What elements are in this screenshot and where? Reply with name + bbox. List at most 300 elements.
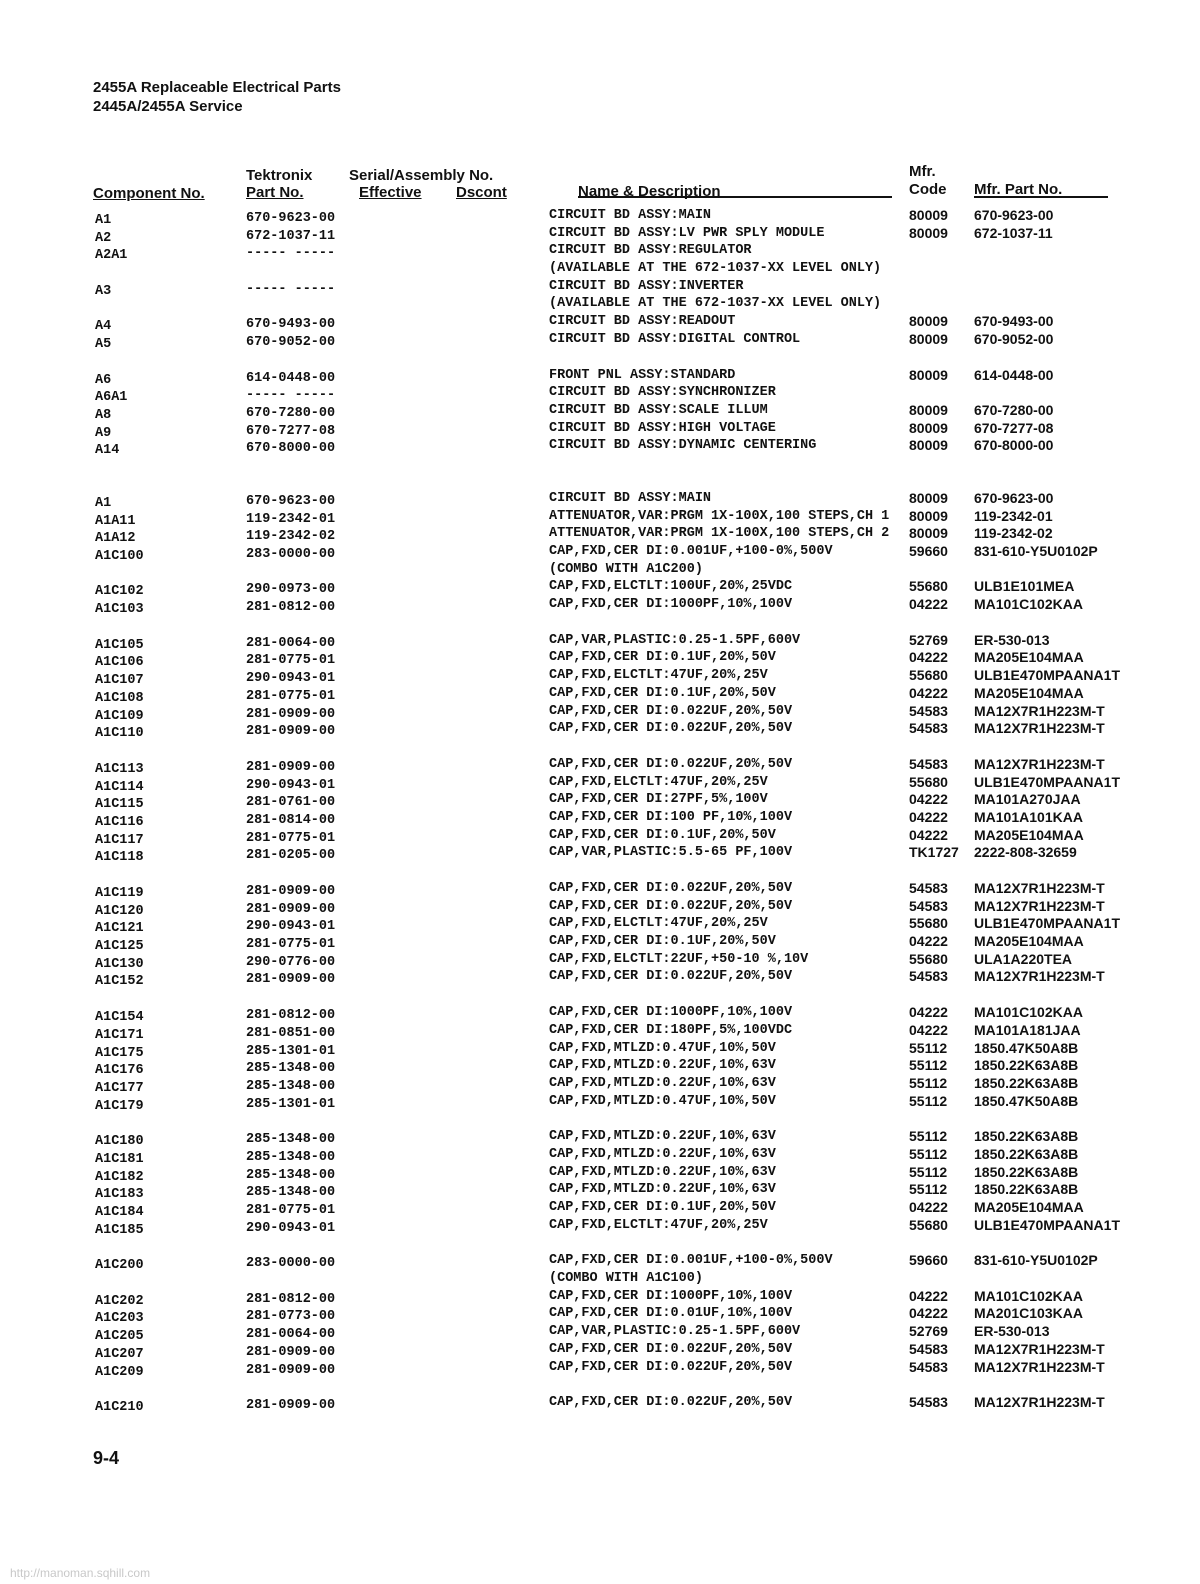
component-no: A1 — [95, 213, 112, 228]
description: CAP,FXD,CER DI:0.1UF,20%,50V — [549, 934, 776, 950]
tektronix-part-no: 290-0973-00 — [246, 582, 336, 598]
table-row — [0, 826, 1200, 848]
component-no: A1C183 — [95, 1187, 144, 1203]
table-row — [0, 489, 1200, 511]
col-tektronix: Tektronix — [246, 167, 313, 184]
description: CAP,FXD,CER DI:0.022UF,20%,50V — [549, 1359, 793, 1375]
component-no: A1C207 — [95, 1346, 144, 1362]
document-subtitle: 2445A/2455A Service — [93, 98, 243, 115]
description: ATTENUATOR,VAR:PRGM 1X-100X,100 STEPS,CH 2 — [549, 526, 890, 542]
tektronix-part-no: 281-0909-00 — [246, 884, 336, 899]
description: CAP,FXD,MTLZD:0.22UF,10%,63V — [549, 1146, 776, 1162]
mfr-part-no: 672-1037-11 — [974, 224, 1053, 241]
tektronix-part-no: 670-8000-00 — [246, 441, 336, 457]
description: CAP,FXD,ELCTLT:47UF,20%,25V — [549, 774, 768, 790]
component-no: A1C202 — [95, 1293, 144, 1309]
table-row — [0, 649, 1200, 671]
component-no: A1C106 — [95, 655, 144, 671]
table-row — [0, 684, 1200, 706]
table-row — [0, 1270, 1200, 1288]
col-serial-assembly: Serial/Assembly No. — [349, 167, 494, 184]
table-row — [0, 968, 1200, 990]
description: CIRCUIT BD ASSY:HIGH VOLTAGE — [549, 420, 776, 436]
mfr-part-no: 670-9623-00 — [974, 207, 1054, 223]
description: CAP,FXD,MTLZD:0.22UF,10%,63V — [549, 1164, 776, 1180]
component-no: A1C200 — [95, 1258, 144, 1274]
table-row — [0, 844, 1200, 866]
mfr-code: 04222 — [909, 808, 948, 825]
description: CIRCUIT BD ASSY:INVERTER — [549, 278, 744, 294]
mfr-code: 52769 — [909, 1323, 948, 1340]
table-row — [0, 224, 1200, 246]
component-no: A3 — [95, 283, 112, 299]
table-row — [0, 596, 1200, 618]
tektronix-part-no: 281-0851-00 — [246, 1025, 336, 1041]
mfr-code: 59660 — [909, 1252, 948, 1269]
mfr-part-no: MA12X7R1H223M-T — [974, 1340, 1105, 1357]
table-row — [0, 950, 1200, 972]
description: CAP,FXD,CER DI:0.022UF,20%,50V — [549, 703, 793, 719]
description: CAP,FXD,CER DI:0.1UF,20%,50V — [549, 685, 776, 701]
description: FRONT PNL ASSY:STANDARD — [549, 367, 736, 383]
description: CAP,FXD,CER DI:27PF,5%,100V — [549, 792, 768, 808]
table-row — [0, 401, 1200, 423]
component-no: A1C130 — [95, 956, 144, 972]
table-row — [0, 525, 1200, 547]
description: CAP,FXD,CER DI:1000PF,10%,100V — [549, 1005, 793, 1021]
mfr-part-no: 1850.22K63A8B — [974, 1057, 1079, 1074]
description: CAP,FXD,CER DI:0.001UF,+100-0%,500V — [549, 544, 833, 559]
tektronix-part-no: 285-1348-00 — [246, 1132, 336, 1148]
table-row — [0, 507, 1200, 529]
description: CAP,FXD,CER DI:0.01UF,10%,100V — [549, 1306, 793, 1322]
mfr-code: 55680 — [909, 915, 948, 932]
tektronix-part-no: 285-1301-01 — [246, 1096, 336, 1112]
tektronix-part-no: 119-2342-02 — [246, 529, 336, 545]
tektronix-part-no: 285-1348-00 — [246, 1078, 336, 1094]
table-row — [0, 1340, 1200, 1362]
component-no: A1C177 — [95, 1080, 144, 1096]
component-no: A1C116 — [95, 814, 144, 830]
mfr-code: 55112 — [909, 1181, 948, 1198]
component-no: A1C154 — [95, 1010, 144, 1026]
description: CIRCUIT BD ASSY:MAIN — [549, 208, 712, 223]
description: CIRCUIT BD ASSY:LV PWR SPLY MODULE — [549, 225, 825, 241]
table-row — [0, 330, 1200, 352]
col-part-no: Part No. — [246, 184, 304, 201]
col-dscont: Dscont — [456, 184, 507, 201]
mfr-part-no: 1850.22K63A8B — [974, 1145, 1079, 1162]
description: CAP,FXD,CER DI:100 PF,10%,100V — [549, 809, 793, 825]
table-row — [0, 1039, 1200, 1061]
component-no: A1C114 — [95, 779, 144, 795]
mfr-part-no: ULB1E470MPAANA1T — [974, 773, 1120, 790]
tektronix-part-no: 281-0909-00 — [246, 706, 336, 722]
component-no: A1C102 — [95, 584, 144, 600]
table-row — [0, 897, 1200, 919]
component-no: A1C103 — [95, 602, 144, 618]
table-row — [0, 1394, 1200, 1416]
mfr-part-no: MA101C102KAA — [974, 596, 1083, 613]
mfr-code: 55112 — [909, 1092, 948, 1109]
mfr-part-no: 1850.22K63A8B — [974, 1181, 1079, 1198]
mfr-code: 04222 — [909, 933, 948, 950]
mfr-code: 04222 — [909, 649, 948, 666]
mfr-code: 04222 — [909, 826, 948, 843]
description: CAP,FXD,CER DI:0.022UF,20%,50V — [549, 1341, 793, 1357]
mfr-part-no: MA12X7R1H223M-T — [974, 1358, 1105, 1375]
description: CAP,FXD,CER DI:0.022UF,20%,50V — [549, 881, 793, 896]
mfr-part-no: ER-530-013 — [974, 631, 1050, 648]
mfr-part-no: MA101A101KAA — [974, 808, 1083, 825]
description: CAP,FXD,ELCTLT:47UF,20%,25V — [549, 668, 768, 684]
mfr-code: 54583 — [909, 880, 948, 896]
tektronix-part-no: 670-9493-00 — [246, 317, 336, 333]
table-row — [0, 1287, 1200, 1309]
col-effective: Effective — [359, 184, 422, 201]
table-row — [0, 667, 1200, 689]
component-no: A1 — [95, 495, 112, 511]
mfr-part-no: 670-7280-00 — [974, 401, 1054, 418]
page-number: 9-4 — [93, 1448, 120, 1468]
description: CAP,VAR,PLASTIC:0.25-1.5PF,600V — [549, 1324, 801, 1340]
mfr-code: 52769 — [909, 631, 948, 648]
tektronix-part-no: 283-0000-00 — [246, 1256, 336, 1272]
component-no: A1C185 — [95, 1222, 144, 1238]
description: CIRCUIT BD ASSY:SYNCHRONIZER — [549, 385, 776, 401]
tektronix-part-no: 285-1348-00 — [246, 1149, 336, 1165]
mfr-part-no: 1850.22K63A8B — [974, 1128, 1079, 1145]
description: CAP,FXD,MTLZD:0.22UF,10%,63V — [549, 1182, 776, 1198]
table-row — [0, 278, 1200, 299]
description: CAP,FXD,MTLZD:0.47UF,10%,50V — [549, 1093, 776, 1109]
mfr-part-column-rule — [974, 196, 1108, 198]
table-row — [0, 1358, 1200, 1380]
mfr-part-no: 119-2342-01 — [974, 507, 1053, 524]
mfr-code: 04222 — [909, 596, 948, 613]
tektronix-part-no: 281-0812-00 — [246, 600, 336, 616]
table-row — [0, 702, 1200, 724]
tektronix-part-no: ----- ----- — [246, 246, 336, 262]
tektronix-part-no: 281-0064-00 — [246, 1327, 336, 1343]
description: CAP,FXD,CER DI:1000PF,10%,100V — [549, 597, 793, 613]
tektronix-part-no: 281-0775-01 — [246, 688, 336, 704]
mfr-code: 55680 — [909, 667, 948, 684]
table-row — [0, 1092, 1200, 1114]
table-row — [0, 561, 1200, 579]
mfr-code: 80009 — [909, 419, 948, 436]
table-row — [0, 1004, 1200, 1026]
component-no: A1C152 — [95, 974, 144, 990]
description: CIRCUIT BD ASSY:MAIN — [549, 490, 712, 506]
tektronix-part-no: 614-0448-00 — [246, 370, 336, 386]
component-no: A1C203 — [95, 1311, 144, 1327]
component-no: A1C205 — [95, 1329, 144, 1345]
component-no: A1C118 — [95, 850, 144, 866]
mfr-code: 54583 — [909, 968, 948, 985]
mfr-code: 04222 — [909, 684, 948, 701]
component-no: A1C100 — [95, 549, 144, 564]
description: CIRCUIT BD ASSY:READOUT — [549, 314, 736, 330]
description: (AVAILABLE AT THE 672-1037-XX LEVEL ONLY) — [549, 261, 882, 277]
tektronix-part-no: 290-0943-01 — [246, 777, 336, 793]
tektronix-part-no: 281-0775-01 — [246, 830, 336, 846]
mfr-part-no: 831-610-Y5U0102P — [974, 1252, 1098, 1269]
description: CAP,FXD,CER DI:0.1UF,20%,50V — [549, 1200, 776, 1215]
component-no: A14 — [95, 443, 120, 459]
component-no: A1C176 — [95, 1063, 144, 1079]
mfr-part-no: 1850.22K63A8B — [974, 1074, 1079, 1091]
component-no: A1C184 — [95, 1205, 144, 1220]
mfr-part-no: MA12X7R1H223M-T — [974, 897, 1105, 914]
watermark: http://manoman.sqhill.com — [10, 1566, 151, 1580]
tektronix-part-no: 281-0812-00 — [246, 1008, 336, 1024]
tektronix-part-no: 281-0773-00 — [246, 1309, 336, 1325]
component-no: A1C182 — [95, 1169, 144, 1185]
table-row — [0, 260, 1200, 278]
component-no: A4 — [95, 319, 112, 335]
table-row — [0, 437, 1200, 459]
component-no: A9 — [95, 425, 112, 441]
mfr-code: 55680 — [909, 1216, 948, 1233]
mfr-code: TK1727 — [909, 844, 959, 861]
description: CAP,FXD,MTLZD:0.47UF,10%,50V — [549, 1040, 776, 1056]
description: CAP,VAR,PLASTIC:5.5-65 PF,100V — [549, 845, 793, 861]
table-row — [0, 419, 1200, 441]
tektronix-part-no: 281-0761-00 — [246, 795, 336, 811]
description: CAP,FXD,CER DI:0.1UF,20%,50V — [549, 827, 776, 843]
tektronix-part-no: 285-1348-00 — [246, 1061, 336, 1077]
mfr-part-no: 670-9493-00 — [974, 313, 1054, 330]
component-no: A1C209 — [95, 1364, 144, 1380]
mfr-code: 04222 — [909, 1021, 948, 1038]
component-no: A1C105 — [95, 637, 144, 653]
mfr-code: 04222 — [909, 1004, 948, 1021]
tektronix-part-no: 670-9623-00 — [246, 493, 336, 509]
mfr-code: 80009 — [909, 207, 948, 223]
component-no: A1C179 — [95, 1098, 144, 1114]
component-no: A1C113 — [95, 761, 144, 777]
tektronix-part-no: 281-0909-00 — [246, 1362, 336, 1378]
description: CAP,FXD,ELCTLT:47UF,20%,25V — [549, 916, 768, 932]
component-no: A1A12 — [95, 531, 136, 547]
mfr-part-no: ULB1E470MPAANA1T — [974, 915, 1120, 932]
description: CAP,FXD,CER DI:0.022UF,20%,50V — [549, 898, 793, 914]
mfr-part-no: ULB1E101MEA — [974, 578, 1075, 595]
description: CAP,FXD,CER DI:0.022UF,20%,50V — [549, 756, 793, 772]
mfr-code: 80009 — [909, 330, 948, 347]
tektronix-part-no: 285-1301-01 — [246, 1043, 336, 1059]
mfr-part-no: 1850.47K50A8B — [974, 1039, 1079, 1056]
component-no: A1C115 — [95, 797, 144, 813]
component-no: A1A11 — [95, 513, 136, 529]
component-no: A1C119 — [95, 886, 144, 901]
mfr-code: 55680 — [909, 950, 948, 967]
component-no: A1C210 — [95, 1400, 144, 1416]
table-row — [0, 384, 1200, 406]
mfr-part-no: MA205E104MAA — [974, 933, 1084, 950]
mfr-code: 54583 — [909, 1340, 948, 1357]
table-row — [0, 880, 1200, 901]
component-no: A1C121 — [95, 921, 144, 937]
table-row — [0, 1181, 1200, 1203]
description: CAP,FXD,ELCTLT:47UF,20%,25V — [549, 1217, 768, 1233]
mfr-part-no: 670-9052-00 — [974, 330, 1054, 347]
document-title: 2455A Replaceable Electrical Parts — [93, 79, 341, 96]
mfr-code: 55680 — [909, 773, 948, 790]
table-row — [0, 366, 1200, 388]
mfr-code: 80009 — [909, 224, 948, 241]
tektronix-part-no: 670-7280-00 — [246, 405, 336, 421]
mfr-part-no: ULB1E470MPAANA1T — [974, 1216, 1120, 1233]
tektronix-part-no: 281-0775-01 — [246, 653, 336, 669]
tektronix-part-no: 670-7277-08 — [246, 423, 336, 439]
mfr-part-no: ULB1E470MPAANA1T — [974, 667, 1120, 684]
table-row — [0, 1305, 1200, 1327]
tektronix-part-no: 672-1037-11 — [246, 228, 336, 244]
tektronix-part-no: 290-0943-01 — [246, 919, 336, 935]
component-no: A1C109 — [95, 708, 144, 724]
description: CAP,FXD,CER DI:0.001UF,+100-0%,500V — [549, 1253, 833, 1269]
tektronix-part-no: 290-0943-01 — [246, 1220, 336, 1236]
description: (AVAILABLE AT THE 672-1037-XX LEVEL ONLY) — [549, 296, 882, 312]
table-row — [0, 578, 1200, 600]
mfr-code: 54583 — [909, 755, 948, 772]
description: CAP,FXD,MTLZD:0.22UF,10%,63V — [549, 1129, 776, 1145]
table-row — [0, 1216, 1200, 1238]
table-row — [0, 207, 1200, 228]
mfr-part-no: MA12X7R1H223M-T — [974, 702, 1105, 719]
mfr-code: 55112 — [909, 1145, 948, 1162]
description: CAP,FXD,CER DI:0.1UF,20%,50V — [549, 650, 776, 666]
col-name-description: Name & Description — [578, 183, 721, 200]
description: CAP,FXD,CER DI:0.022UF,20%,50V — [549, 1395, 793, 1411]
table-row — [0, 808, 1200, 830]
component-no: A2A1 — [95, 248, 128, 264]
component-no: A1C117 — [95, 832, 144, 848]
mfr-code: 80009 — [909, 313, 948, 330]
table-row — [0, 1252, 1200, 1274]
description: CAP,FXD,ELCTLT:100UF,20%,25VDC — [549, 579, 793, 595]
component-no: A1C181 — [95, 1151, 144, 1167]
table-row — [0, 1199, 1200, 1220]
component-no: A5 — [95, 336, 112, 352]
col-component-no: Component No. — [93, 185, 205, 202]
table-row — [0, 1163, 1200, 1185]
mfr-part-no: 119-2342-02 — [974, 525, 1053, 542]
component-no: A1C108 — [95, 690, 144, 706]
component-no: A8 — [95, 407, 112, 423]
table-row — [0, 720, 1200, 742]
table-row — [0, 313, 1200, 335]
mfr-part-no: 670-7277-08 — [974, 419, 1054, 436]
mfr-part-no: MA201C103KAA — [974, 1305, 1083, 1322]
component-no: A6A1 — [95, 390, 128, 406]
description: (COMBO WITH A1C100) — [549, 1271, 703, 1287]
description: (COMBO WITH A1C200) — [549, 561, 703, 577]
table-row — [0, 1021, 1200, 1043]
description: CAP,FXD,CER DI:0.022UF,20%,50V — [549, 969, 793, 985]
mfr-code: 55112 — [909, 1039, 948, 1056]
mfr-part-no: MA205E104MAA — [974, 649, 1084, 666]
mfr-code: 55112 — [909, 1057, 948, 1074]
component-no: A2 — [95, 230, 112, 246]
mfr-part-no: 614-0448-00 — [974, 366, 1054, 383]
description: CAP,FXD,CER DI:180PF,5%,100VDC — [549, 1022, 793, 1038]
mfr-part-no: 670-8000-00 — [974, 437, 1054, 454]
parts-table — [0, 207, 1200, 1416]
component-no: A1C107 — [95, 673, 144, 689]
mfr-part-no: 670-9623-00 — [974, 489, 1054, 506]
tektronix-part-no: ----- ----- — [246, 388, 336, 404]
tektronix-part-no: 281-0909-00 — [246, 724, 336, 740]
description: CIRCUIT BD ASSY:DIGITAL CONTROL — [549, 331, 801, 347]
table-row — [0, 543, 1200, 564]
mfr-part-no: MA12X7R1H223M-T — [974, 1394, 1105, 1411]
description: CAP,FXD,MTLZD:0.22UF,10%,63V — [549, 1075, 776, 1091]
mfr-part-no: MA12X7R1H223M-T — [974, 720, 1105, 737]
col-mfr-part-no: Mfr. Part No. — [974, 181, 1063, 198]
table-row — [0, 933, 1200, 955]
table-row — [0, 1323, 1200, 1345]
tektronix-part-no: 285-1348-00 — [246, 1167, 336, 1183]
description: CAP,FXD,ELCTLT:22UF,+50-10 %,10V — [549, 951, 809, 967]
tektronix-part-no: 281-0909-00 — [246, 1398, 336, 1414]
component-no: A6 — [95, 372, 112, 388]
mfr-code: 54583 — [909, 1358, 948, 1375]
mfr-part-no: MA12X7R1H223M-T — [974, 968, 1105, 985]
table-row — [0, 1145, 1200, 1167]
mfr-code: 80009 — [909, 525, 948, 542]
tektronix-part-no: 281-0909-00 — [246, 759, 336, 775]
tektronix-part-no: 285-1348-00 — [246, 1185, 336, 1201]
tektronix-part-no: 281-0812-00 — [246, 1291, 336, 1307]
mfr-part-no: 1850.47K50A8B — [974, 1092, 1079, 1109]
mfr-part-no: 831-610-Y5U0102P — [974, 543, 1098, 559]
col-mfr: Mfr. — [909, 163, 936, 180]
tektronix-part-no: 281-0909-00 — [246, 901, 336, 917]
mfr-part-no: MA101A181JAA — [974, 1021, 1081, 1038]
tektronix-part-no: ----- ----- — [246, 281, 336, 297]
component-no: A1C175 — [95, 1045, 144, 1061]
tektronix-part-no: 281-0909-00 — [246, 972, 336, 988]
tektronix-part-no: 281-0064-00 — [246, 635, 336, 651]
tektronix-part-no: 281-0775-01 — [246, 937, 336, 953]
table-row — [0, 1074, 1200, 1096]
tektronix-part-no: 290-0776-00 — [246, 954, 336, 970]
table-row — [0, 791, 1200, 813]
table-row — [0, 755, 1200, 777]
table-row — [0, 1128, 1200, 1150]
mfr-part-no: MA205E104MAA — [974, 684, 1084, 701]
description: CAP,VAR,PLASTIC:0.25-1.5PF,600V — [549, 632, 801, 648]
tektronix-part-no: 281-0205-00 — [246, 848, 336, 864]
mfr-code: 54583 — [909, 702, 948, 719]
mfr-code: 55112 — [909, 1163, 948, 1180]
mfr-code: 80009 — [909, 489, 948, 506]
mfr-part-no: MA101C102KAA — [974, 1004, 1083, 1021]
col-code: Code — [909, 181, 947, 198]
mfr-code: 80009 — [909, 401, 948, 418]
tektronix-part-no: 281-0775-01 — [246, 1203, 336, 1218]
mfr-part-no: MA205E104MAA — [974, 826, 1084, 843]
component-no: A1C110 — [95, 726, 144, 742]
mfr-code: 54583 — [909, 897, 948, 914]
description: CAP,FXD,CER DI:1000PF,10%,100V — [549, 1288, 793, 1304]
mfr-code: 80009 — [909, 507, 948, 524]
description: CAP,FXD,MTLZD:0.22UF,10%,63V — [549, 1058, 776, 1074]
description: CIRCUIT BD ASSY:REGULATOR — [549, 243, 752, 259]
